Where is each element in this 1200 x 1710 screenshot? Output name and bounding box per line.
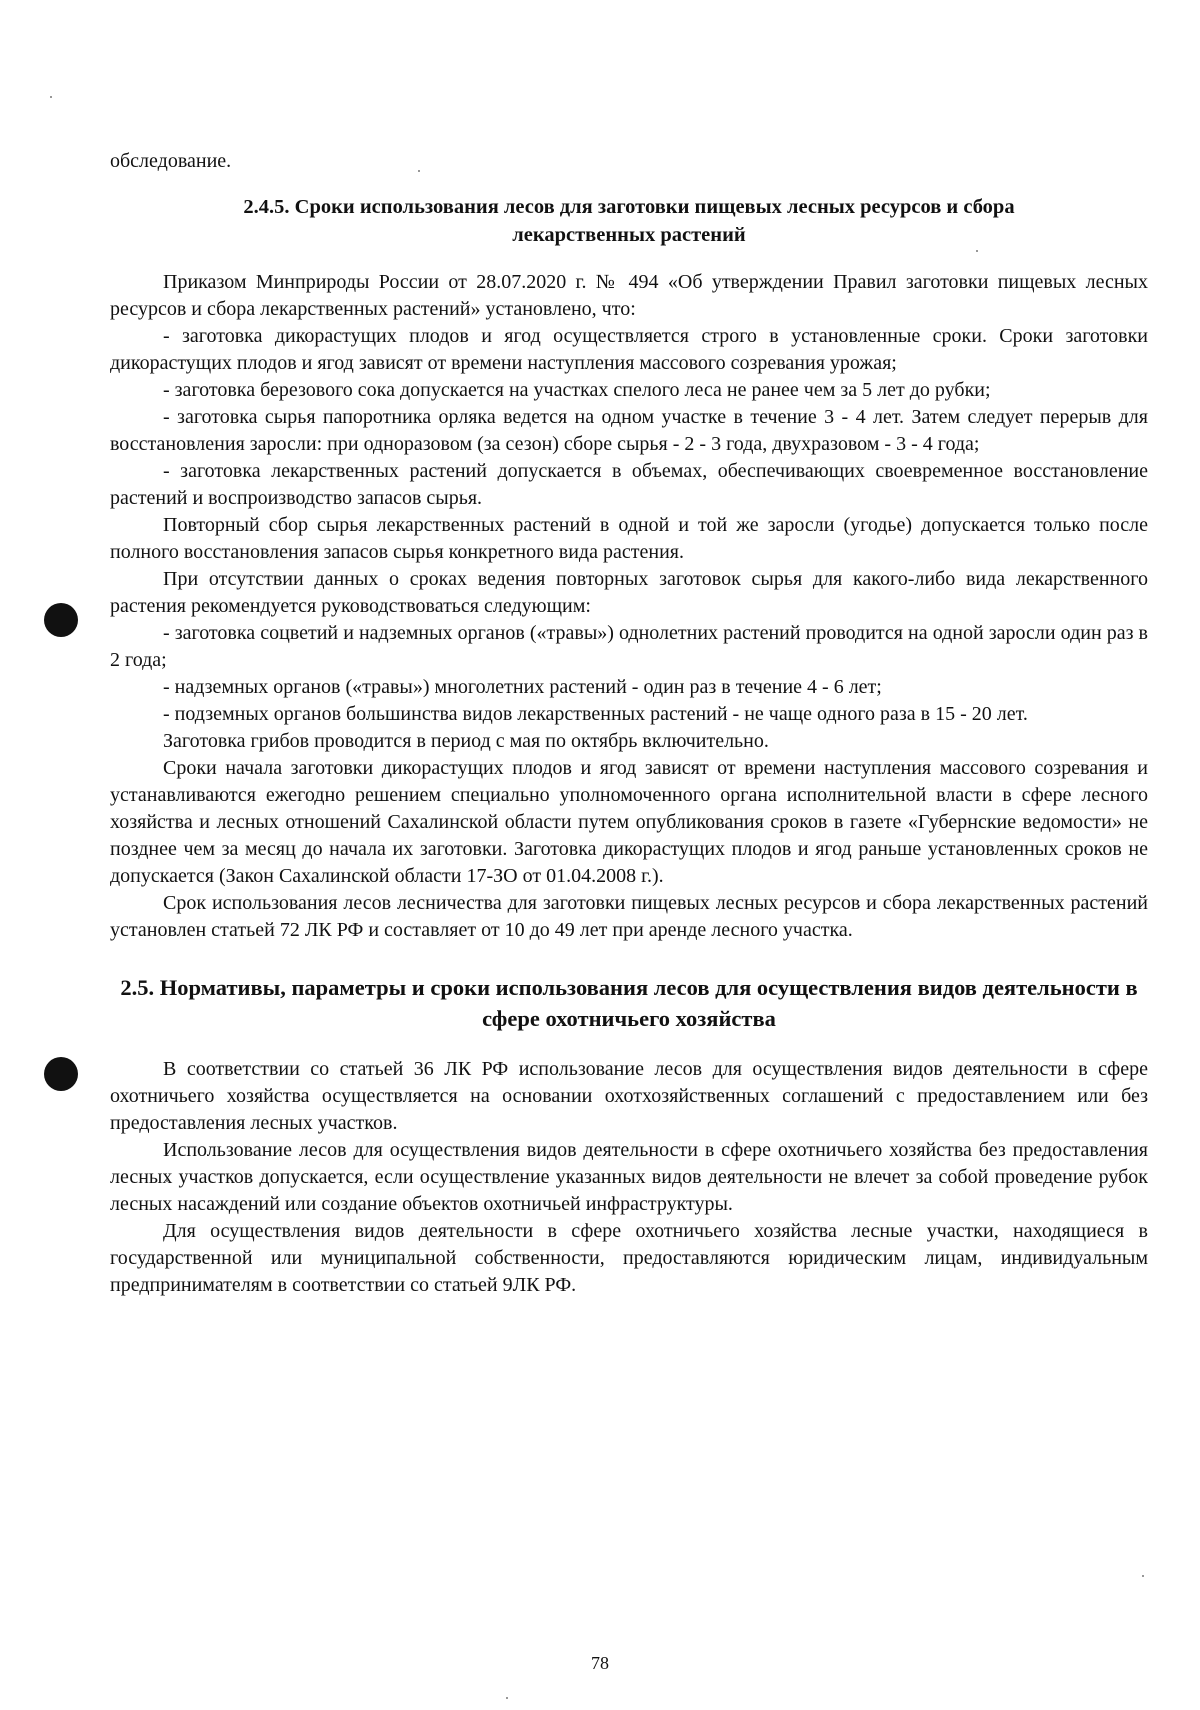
list-item: - заготовка лекарственных растений допускается в объемах, обеспечивающих своевременное восстановление растений и воспроизводство запасов сырья. <box>110 460 1148 509</box>
page-number: 78 <box>591 1653 609 1673</box>
list-item: - подземных органов большинства видов лекарственных растений - не чаще одного раза в 15 - 20 лет. <box>163 703 1028 725</box>
section-2-4-5-heading: 2.4.5. Сроки использования лесов для заготовки пищевых лесных ресурсов и сбора лекарственных растений <box>243 196 1015 246</box>
intro-fragment: обследование. <box>110 150 232 172</box>
paragraph: При отсутствии данных о сроках ведения повторных заготовок сырья для какого-либо вида лекарственного растения рекомендуется руководствоваться следующим: <box>110 568 1148 617</box>
list-item: - заготовка соцветий и надземных органов («травы») однолетних растений проводится на одной заросли один раз в 2 года; <box>110 622 1148 671</box>
list-item: - заготовка сырья папоротника орляка ведется на одном участке в течение 3 - 4 лет. Затем следует перерыв для восстановления заросли: при одноразовом (за сезон) сборе сырья - 2 - 3 года, двухразовом - 3 - 4 года; <box>110 406 1148 455</box>
section-2-5-heading: 2.5. Нормативы, параметры и сроки использования лесов для осуществления видов деятельности в сфере охотничьего хозяйства <box>120 975 1138 1031</box>
document-body <box>110 148 1148 1299</box>
paragraph: Заготовка грибов проводится в период с мая по октябрь включительно. <box>163 730 769 752</box>
list-item: - заготовка березового сока допускается на участках спелого леса не ранее чем за 5 лет до рубки; <box>163 379 991 401</box>
paragraph: Срок использования лесов лесничества для заготовки пищевых лесных ресурсов и сбора лекарственных растений установлен статьей 72 ЛК РФ и составляет от 10 до 49 лет при аренде лесного участка. <box>110 892 1148 941</box>
scan-speck <box>506 1697 508 1699</box>
paragraph: Для осуществления видов деятельности в сфере охотничьего хозяйства лесные участки, находящиеся в государственной или муниципальной собственности, предоставляются юридическим лицам, индивидуальным предпринимателям в соответствии со статьей 9ЛК РФ. <box>110 1220 1148 1296</box>
list-item: - заготовка дикорастущих плодов и ягод осуществляется строго в установленные сроки. Сроки заготовки дикорастущих плодов и ягод зависят от времени наступления массового созревания урожая; <box>110 325 1148 374</box>
paragraph: Сроки начала заготовки дикорастущих плодов и ягод зависят от времени наступления массового созревания и устанавливаются ежегодно решением специально уполномоченного органа исполнительной власти в сфере лесного хозяйства и лесных отношений Сахалинской области путем опубликования сроков в газете «Губернские ведомости» не позднее чем за месяц до начала их заготовки. Заготовка дикорастущих плодов и ягод раньше установленных сроков не допускается (Закон Сахалинской области 17-ЗО от 01.04.2008 г.). <box>110 757 1148 887</box>
list-item: - надземных органов («травы») многолетних растений - один раз в течение 4 - 6 лет; <box>163 676 882 698</box>
paragraph: Приказом Минприроды России от 28.07.2020 г. № 494 «Об утверждении Правил заготовки пищевых лесных ресурсов и сбора лекарственных растений» установлено, что: <box>110 271 1148 320</box>
paragraph: В соответствии со статьей 36 ЛК РФ использование лесов для осуществления видов деятельности в сфере охотничьего хозяйства осуществляется на основании охотхозяйственных соглашений с предоставлением или без предоставления лесных участков. <box>110 1058 1148 1134</box>
paragraph: Использование лесов для осуществления видов деятельности в сфере охотничьего хозяйства без предоставления лесных участков допускается, если осуществление указанных видов деятельности не влечет за собой проведение рубок лесных насаждений или создание объектов охотничьей инфраструктуры. <box>110 1139 1148 1215</box>
paragraph: Повторный сбор сырья лекарственных растений в одной и той же заросли (угодье) допускается только после полного восстановления запасов сырья конкретного вида растения. <box>110 514 1148 563</box>
punch-hole-top <box>44 603 78 637</box>
scan-speck <box>1142 1575 1144 1577</box>
punch-hole-bottom <box>44 1057 78 1091</box>
scan-speck <box>50 96 52 98</box>
